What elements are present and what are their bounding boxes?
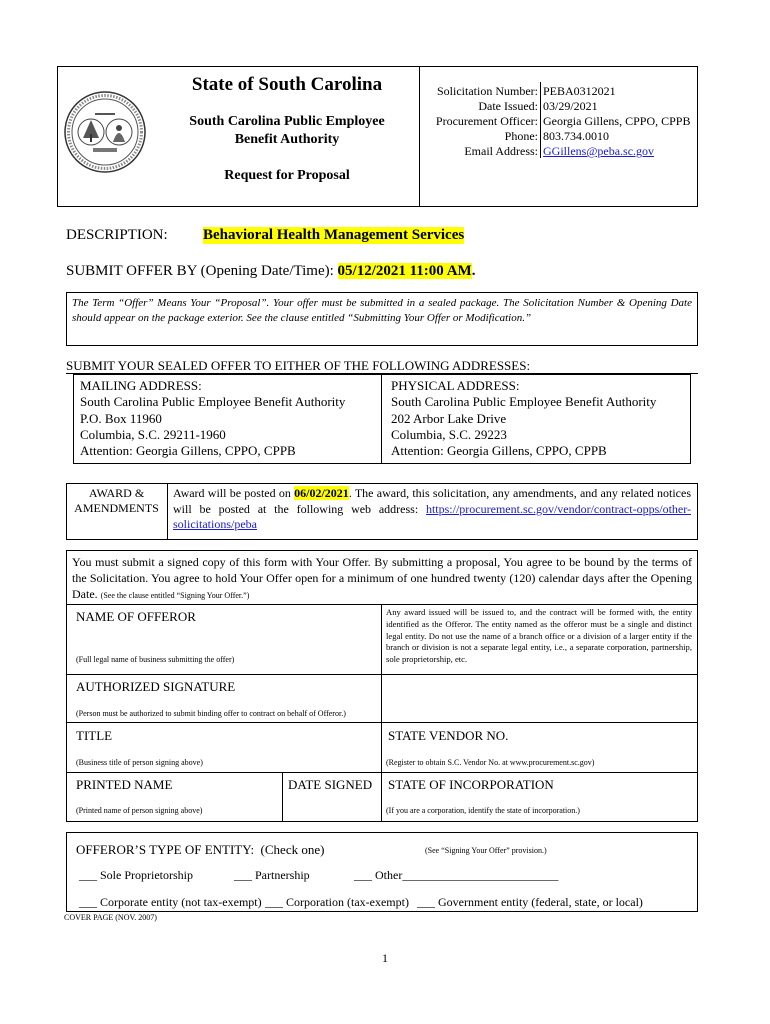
title-field[interactable] <box>70 744 376 758</box>
authorized-signature-note: (Person must be authorized to submit binding offer to contract on behalf of Offeror.) <box>76 709 346 718</box>
physical-line-3: Columbia, S.C. 29223 <box>391 426 507 442</box>
info-labels <box>424 84 538 159</box>
name-of-offeror-note: (Full legal name of business submitting the offer) <box>76 655 235 664</box>
state-of-incorporation-field[interactable] <box>386 792 692 806</box>
state-seal-icon <box>63 90 147 174</box>
award-text-post: . The award, this solicitation, any amendments, and any related notices will be posted at the following web address: <box>173 486 691 516</box>
award-text <box>173 486 691 533</box>
mailing-line-1: South Carolina Public Employee Benefit Authority <box>80 394 346 410</box>
agency-line-2: Benefit Authority <box>234 132 340 147</box>
form-rule-2 <box>66 674 698 675</box>
solicitation-number-label: Solicitation Number: <box>437 84 538 98</box>
physical-line-1: South Carolina Public Employee Benefit Authority <box>391 394 657 410</box>
form-rule-3 <box>66 722 698 723</box>
name-of-offeror-label: NAME OF OFFEROR <box>76 609 196 624</box>
form-intro-text: You must submit a signed copy of this form with Your Offer. By submitting a proposal, You agree to be bound by the terms of the Solicitation. You agree to hold Your Offer open for a minimum of one hundred twenty (120) calendar days after the Opening Date. <box>72 555 692 601</box>
award-entity-note: Any award issued will be issued to, and the contract will be formed with, the entity identified as the Offeror. The entity named as the offeror must be a single and distinct legal entity. Do not use the name of a branch office or a division of a larger entity if the branch or division is not a separate legal entity, i.e., a separate corporation, partnership, sole proprietorship, etc. <box>386 607 692 665</box>
date-signed-field[interactable] <box>286 792 378 818</box>
term-note: The Term “Offer” Means Your “Proposal”. Your offer must be submitted in a sealed package. The Solicitation Number & Opening Date should appear on the package exterior. See the clause entitled “Submitting Your Offer or Modification.” <box>72 297 692 324</box>
description-label: DESCRIPTION: <box>66 227 168 243</box>
award-label-2: AMENDMENTS <box>74 501 159 515</box>
mailing-line-4: Attention: Georgia Gillens, CPPO, CPPB <box>80 443 296 459</box>
cover-page-label: COVER PAGE (NOV. 2007) <box>64 913 157 922</box>
award-divider <box>167 483 168 540</box>
doc-title: Request for Proposal <box>224 168 350 183</box>
page-number: 1 <box>382 951 388 965</box>
physical-address <box>391 378 656 459</box>
state-of-incorporation-label: STATE OF INCORPORATION <box>388 777 554 792</box>
mailing-heading: MAILING ADDRESS: <box>80 378 202 393</box>
addresses-heading: SUBMIT YOUR SEALED OFFER TO EITHER OF THE FOLLOWING ADDRESSES: <box>66 358 531 373</box>
email-label: Email Address: <box>464 144 538 158</box>
procurement-officer-value: Georgia Gillens, CPPO, CPPB <box>543 114 691 128</box>
procurement-officer-label: Procurement Officer: <box>435 114 538 128</box>
form-col-divider <box>381 604 382 822</box>
award-text-pre: Award will be posted on <box>173 486 295 500</box>
opening-date-period: . <box>471 263 476 279</box>
printed-name-label: PRINTED NAME <box>76 777 173 792</box>
entity-type-heading: OFFEROR’S TYPE OF ENTITY: (Check one) <box>76 842 325 857</box>
title-label: TITLE <box>76 728 113 743</box>
form-intro-note: (See the clause entitled “Signing Your Offer.”) <box>100 591 250 600</box>
authorized-signature-field[interactable] <box>70 694 376 708</box>
printed-name-field[interactable] <box>70 792 278 806</box>
physical-line-4: Attention: Georgia Gillens, CPPO, CPPB <box>391 443 607 459</box>
date-issued-label: Date Issued: <box>478 99 538 113</box>
entity-government[interactable]: ___ Government entity (federal, state, or local) <box>417 895 643 909</box>
opening-date-value: 05/12/2021 11:00 AM <box>337 263 472 279</box>
solicitation-number-value: PEBA0312021 <box>543 84 616 98</box>
state-of-incorporation-note: (If you are a corporation, identify the state of incorporation.) <box>386 806 580 815</box>
entity-sole-proprietorship[interactable]: ___ Sole Proprietorship <box>79 868 193 882</box>
info-values <box>543 84 697 159</box>
description-value: Behavioral Health Management Services <box>203 227 465 243</box>
form-rule-1 <box>66 604 698 605</box>
state-vendor-note: (Register to obtain S.C. Vendor No. at www.procurement.sc.gov) <box>386 758 595 767</box>
entity-type-note: (See “Signing Your Offer” provision.) <box>425 846 547 855</box>
award-date: 06/02/2021 <box>294 486 349 500</box>
mailing-address <box>80 378 345 459</box>
state-title: State of South Carolina <box>191 74 383 95</box>
printed-name-note: (Printed name of person signing above) <box>76 806 203 815</box>
info-divider <box>540 82 541 158</box>
date-issued-value: 03/29/2021 <box>543 99 598 113</box>
entity-other[interactable]: ___ Other__________________________ <box>354 868 559 882</box>
physical-heading: PHYSICAL ADDRESS: <box>391 378 520 393</box>
entity-corporation-tax-exempt[interactable]: ___ Corporation (tax-exempt) <box>265 895 409 909</box>
email-link[interactable]: GGillens@peba.sc.gov <box>543 144 655 158</box>
award-link[interactable]: https://procurement.sc.gov/vendor/contract-opps/other-solicitations/peba <box>173 501 691 531</box>
authorized-signature-label: AUTHORIZED SIGNATURE <box>76 679 236 694</box>
physical-line-2: 202 Arbor Lake Drive <box>391 410 507 426</box>
form-date-divider <box>282 772 283 822</box>
date-signed-label: DATE SIGNED <box>288 777 373 792</box>
mailing-line-3: Columbia, S.C. 29211-1960 <box>80 426 226 442</box>
mailing-line-2: P.O. Box 11960 <box>80 410 162 426</box>
form-intro <box>72 554 692 604</box>
entity-partnership[interactable]: ___ Partnership <box>234 868 310 882</box>
award-label-1: AWARD & <box>88 486 145 500</box>
award-label <box>66 486 167 516</box>
phone-value: 803.734.0010 <box>543 129 609 143</box>
phone-label: Phone: <box>504 129 538 143</box>
submit-by-line <box>66 263 475 280</box>
agency-line-1: South Carolina Public Employee <box>189 114 385 129</box>
state-vendor-label: STATE VENDOR NO. <box>388 728 509 743</box>
name-of-offeror-field[interactable] <box>70 628 376 652</box>
form-rule-4 <box>66 772 698 773</box>
submit-by-label: SUBMIT OFFER BY (Opening Date/Time): <box>66 263 334 279</box>
title-note: (Business title of person signing above) <box>76 758 203 767</box>
entity-corporate-not-exempt[interactable]: ___ Corporate entity (not tax-exempt) <box>79 895 262 909</box>
state-vendor-field[interactable] <box>386 744 692 758</box>
